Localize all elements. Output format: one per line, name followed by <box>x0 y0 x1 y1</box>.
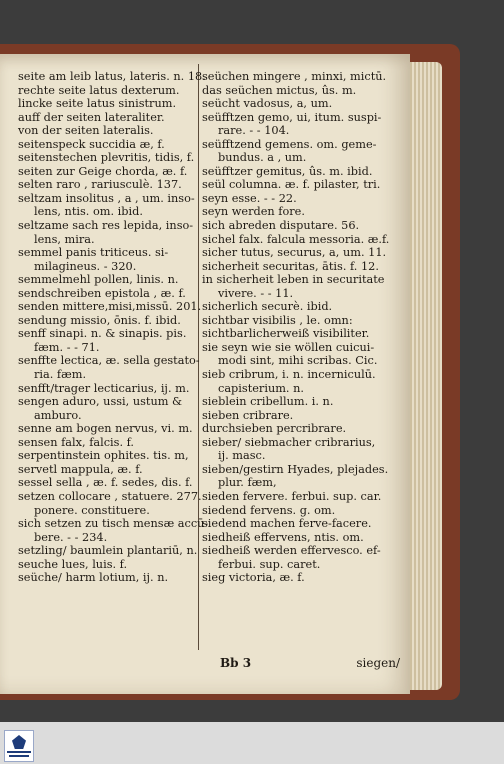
dictionary-entry: senffte lectica, æ. sella gestato- <box>18 354 200 368</box>
crest-icon <box>12 735 26 749</box>
dictionary-entry: servetl mappula, æ. f. <box>18 462 143 476</box>
dictionary-entry: sendung missio, ōnis. f. ibid. <box>18 313 181 327</box>
dictionary-entry: rare. - - 104. <box>218 124 290 138</box>
dictionary-entry: senff sinapi. n. & sinapis. pis. <box>18 327 187 341</box>
dictionary-entry: sichel falx. falcula messoria. æ.f. <box>202 232 390 246</box>
dictionary-entry: in sicherheit leben in securitate <box>202 273 385 287</box>
dictionary-entry: ij. masc. <box>218 449 266 463</box>
dictionary-entry: sich abreden disputare. 56. <box>202 219 360 233</box>
dictionary-entry: milagineus. - 320. <box>34 259 137 273</box>
dictionary-entry: amburo. <box>34 408 82 422</box>
dictionary-entry: vivere. - - 11. <box>218 286 294 300</box>
dictionary-entry: senne am bogen nervus, vi. m. <box>18 422 193 436</box>
dictionary-entry: seüfftzend gemens. om. geme- <box>202 137 377 151</box>
dictionary-entry: seüfftzer gemitus, ûs. m. ibid. <box>202 164 373 178</box>
dictionary-entry: seüchen mingere , minxi, mictū. <box>202 70 387 83</box>
signature-mark: Bb 3 <box>220 656 252 670</box>
dictionary-entry: setzling/ baumlein plantariū, n. <box>18 544 198 558</box>
catchword: siegen/ <box>356 656 400 670</box>
dictionary-entry: fæm. - - 71. <box>34 340 100 354</box>
dictionary-entry: rechte seite latus dexterum. <box>18 83 180 97</box>
dictionary-entry: sieg victoria, æ. f. <box>202 571 305 585</box>
dictionary-entry: setzen collocare , statuere. 277. <box>18 489 202 503</box>
dictionary-entry: siedend fervens. g. om. <box>202 503 336 517</box>
dictionary-entry: senden mittere,misi,missū. 201. <box>18 300 202 314</box>
dictionary-entry: sichtbarlicherweiß visibiliter. <box>202 327 370 341</box>
dictionary-entry: seitenspeck succidia æ, f. <box>18 137 165 151</box>
dictionary-entry: bere. - - 234. <box>34 530 108 544</box>
dictionary-entry: seücht vadosus, a, um. <box>202 97 333 111</box>
dictionary-entry: seüfftzen gemo, ui, itum. suspi- <box>202 110 382 124</box>
dictionary-entry: ferbui. sup. caret. <box>218 557 321 571</box>
dictionary-entry: capisterium. n. <box>218 381 304 395</box>
dictionary-entry: siedheiß effervens, ntis. om. <box>202 530 364 544</box>
dictionary-entry: modi sint, mihi scribas. Cic. <box>218 354 378 368</box>
dictionary-entry: senfft/trager lecticarius, ij. m. <box>18 381 190 395</box>
dictionary-entry: sendschreiben epistola , æ. f. <box>18 286 186 300</box>
dictionary-entry: sieben/gestirn Hyades, plejades. <box>202 462 389 476</box>
dictionary-entry: lincke seite latus sinistrum. <box>18 97 177 111</box>
dictionary-entry: von der seiten lateralis. <box>18 124 154 138</box>
dictionary-entry: sieblein cribellum. i. n. <box>202 395 334 409</box>
dictionary-entry: ria. fæm. <box>34 368 87 382</box>
dictionary-entry: plur. fæm, <box>218 476 277 490</box>
dictionary-entry: seyn werden fore. <box>202 205 305 219</box>
dictionary-entry: sengen aduro, ussi, ustum & <box>18 395 183 409</box>
dictionary-entry: seüche/ harm lotium, ij. n. <box>18 571 169 585</box>
dictionary-entry: seuche lues, luis. f. <box>18 557 128 571</box>
dictionary-entry: semmel panis triticeus. si- <box>18 246 169 260</box>
dictionary-entry: ponere. constituere. <box>34 503 150 517</box>
dictionary-entry: sieden fervere. ferbui. sup. car. <box>202 489 382 503</box>
dictionary-entry: auff der seiten lateraliter. <box>18 110 165 124</box>
dictionary-entry: sich setzen zu tisch mensæ accū- <box>18 517 209 531</box>
dictionary-entry: seiten zur Geige chorda, æ. f. <box>18 164 188 178</box>
dictionary-entry: siedheiß werden effervesco. ef- <box>202 544 381 558</box>
dictionary-entry: sie seyn wie sie wöllen cuicui- <box>202 340 375 354</box>
dictionary-entry: sessel sella , æ. f. sedes, dis. f. <box>18 476 193 490</box>
library-logo-icon <box>4 730 34 762</box>
dictionary-entry: seltzame sach res lepida, inso- <box>18 219 194 233</box>
dictionary-entry: siedend machen ferve-facere. <box>202 517 372 531</box>
left-column <box>18 70 209 585</box>
viewer-bottom-bar <box>0 722 504 764</box>
dictionary-entry: seül columna. æ. f. pilaster, tri. <box>202 178 381 192</box>
dictionary-entry: semmelmehl pollen, linis. n. <box>18 273 179 287</box>
dictionary-entry: sicherlich securè. ibid. <box>202 300 333 314</box>
dictionary-entry: sichtbar visibilis , le. omn: <box>202 313 353 327</box>
dictionary-entry: sicherheit securitas, ātis. f. 12. <box>202 259 379 273</box>
dictionary-entry: sensen falx, falcis. f. <box>18 435 135 449</box>
dictionary-entry: seite am leib latus, lateris. n. 18. <box>18 70 206 83</box>
dictionary-entry: durchsieben percribrare. <box>202 422 347 436</box>
dictionary-entry: sieber/ siebmacher cribrarius, <box>202 435 376 449</box>
dictionary-entry: bundus. a , um. <box>218 151 307 165</box>
book-page <box>0 54 410 694</box>
dictionary-entry: serpentinstein ophites. tis. m, <box>18 449 189 463</box>
dictionary-entry: seitenstechen plevritis, tidis, f. <box>18 151 195 165</box>
dictionary-entry: lens, ntis. om. ibid. <box>34 205 143 219</box>
dictionary-entry: seyn esse. - - 22. <box>202 191 297 205</box>
dictionary-entry: sieb cribrum, i. n. incerniculū. <box>202 368 376 382</box>
dictionary-entry: seltzam insolitus , a , um. inso- <box>18 191 195 205</box>
dictionary-entry: lens, mira. <box>34 232 95 246</box>
right-column <box>202 70 390 585</box>
dictionary-entry: selten raro , rariusculè. 137. <box>18 178 182 192</box>
dictionary-entry: sieben cribrare. <box>202 408 294 422</box>
dictionary-entry: sicher tutus, securus, a, um. 11. <box>202 246 387 260</box>
dictionary-entry: das seüchen mictus, ûs. m. <box>202 83 357 97</box>
